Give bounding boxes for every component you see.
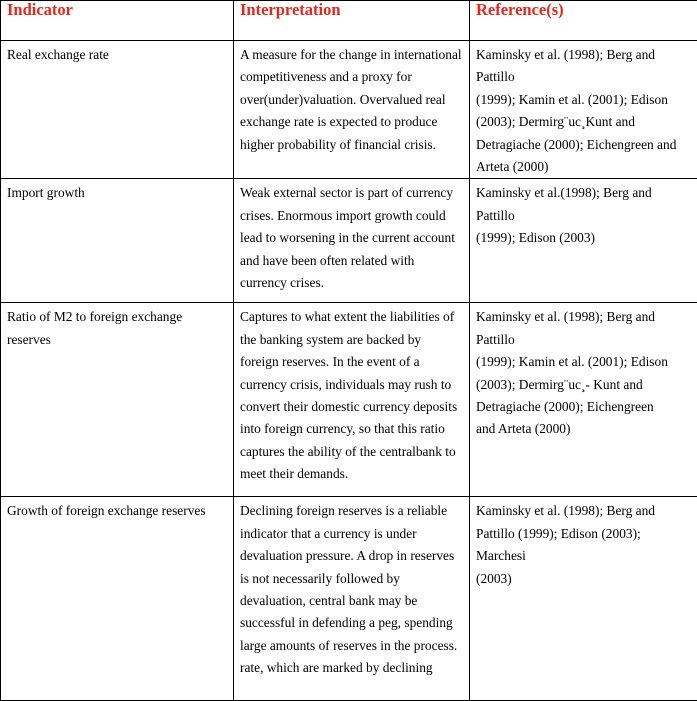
interpretation-cell (234, 497, 470, 701)
text-line: higher probability of financial crisis. (240, 134, 465, 156)
text-line: (2003); Dermirg¨uc¸- Kunt and (476, 374, 693, 396)
text-line: Detragiache (2000); Eichengreen (476, 396, 693, 418)
text-line: currency crisis, individuals may rush to (240, 374, 465, 396)
text-line: Kaminsky et al. (1998); Berg and Pattillo (476, 306, 693, 351)
table-row (1, 179, 697, 303)
text-line: rate, which are marked by declining (240, 657, 465, 679)
text-line: (1999); Edison (2003) (476, 227, 693, 249)
text-line: exchange rate is expected to produce (240, 111, 465, 133)
text-line: currency crises. (240, 272, 465, 294)
text-line: meet their demands. (240, 463, 465, 485)
table-row (1, 303, 697, 497)
header-references: Reference(s) (470, 1, 697, 41)
references-cell (470, 41, 697, 179)
text-line: lead to worsening in the current account (240, 227, 465, 249)
text-line: Kaminsky et al. (1998); Berg and Pattillo (476, 44, 693, 89)
text-line: large amounts of reserves in the process. (240, 635, 465, 657)
header-indicator: Indicator (1, 1, 234, 41)
text-line: indicator that a currency is under (240, 523, 465, 545)
text-line: Kaminsky et al.(1998); Berg and Pattillo (476, 182, 693, 227)
text-line: foreign reserves. In the event of a (240, 351, 465, 373)
indicator-cell: Ratio of M2 to foreign exchange reserves (1, 303, 234, 497)
text-line: devaluation, central bank may be (240, 590, 465, 612)
text-line: captures the ability of the centralbank to (240, 441, 465, 463)
text-line: into foreign currency, so that this ratio (240, 418, 465, 440)
text-line: Weak external sector is part of currency (240, 182, 465, 204)
text-line: devaluation pressure. A drop in reserves (240, 545, 465, 567)
header-row (1, 1, 697, 41)
text-line: is not necessarily followed by (240, 568, 465, 590)
table-row (1, 497, 697, 701)
text-line: crises. Enormous import growth could (240, 205, 465, 227)
text-line: over(under)valuation. Overvalued real (240, 89, 465, 111)
header-interpretation: Interpretation (234, 1, 470, 41)
text-line: Kaminsky et al. (1998); Berg and (476, 500, 693, 522)
text-line: competitiveness and a proxy for (240, 66, 465, 88)
interpretation-cell (234, 179, 470, 303)
text-line: successful in defending a peg, spending (240, 612, 465, 634)
indicator-cell: Import growth (1, 179, 234, 303)
indicator-cell: Growth of foreign exchange reserves (1, 497, 234, 701)
text-line: the banking system are backed by (240, 329, 465, 351)
text-line: Declining foreign reserves is a reliable (240, 500, 465, 522)
text-line: (1999); Kamin et al. (2001); Edison (476, 351, 693, 373)
references-cell (470, 497, 697, 701)
text-line: and have been often related with (240, 250, 465, 272)
text-line: Pattillo (1999); Edison (2003); Marchesi (476, 523, 693, 568)
indicator-cell: Real exchange rate (1, 41, 234, 179)
text-line: Detragiache (2000); Eichengreen and (476, 134, 693, 156)
interpretation-cell (234, 41, 470, 179)
references-cell (470, 179, 697, 303)
table-row (1, 41, 697, 179)
text-line: A measure for the change in international (240, 44, 465, 66)
references-cell (470, 303, 697, 497)
text-line: (1999); Kamin et al. (2001); Edison (476, 89, 693, 111)
text-line: convert their domestic currency deposits (240, 396, 465, 418)
text-line: Arteta (2000) (476, 156, 693, 178)
text-line: Captures to what extent the liabilities of (240, 306, 465, 328)
text-line: (2003) (476, 568, 693, 590)
interpretation-cell (234, 303, 470, 497)
text-line: and Arteta (2000) (476, 418, 693, 440)
text-line: (2003); Dermirg¨uc¸Kunt and (476, 111, 693, 133)
